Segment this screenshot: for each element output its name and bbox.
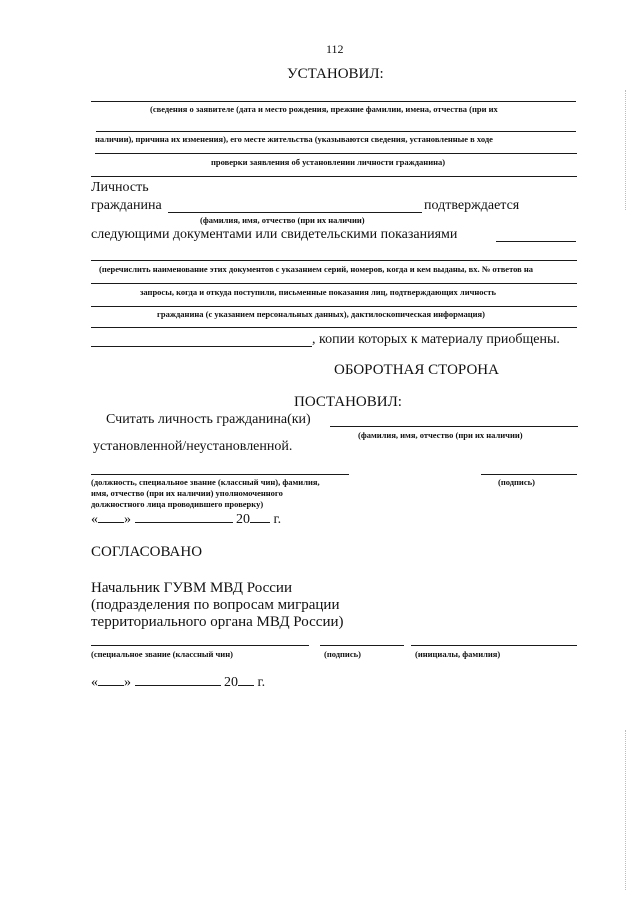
signature-line[interactable]	[481, 474, 577, 475]
signature-note-2: (подпись)	[324, 649, 361, 659]
documents-line-2[interactable]	[91, 283, 577, 284]
position-line[interactable]	[91, 474, 349, 475]
applicant-line-3[interactable]	[95, 153, 577, 154]
documents-text: следующими документами или свидетельскими показаниями	[91, 227, 458, 242]
agreed-heading: СОГЛАСОВАНО	[91, 544, 203, 560]
citizen-fio-line[interactable]	[330, 426, 578, 427]
consider-text: Считать личность гражданина(ки)	[106, 412, 311, 427]
identity-citizen-label: гражданина	[91, 198, 162, 213]
date-1-suffix: г.	[273, 512, 282, 527]
date-2-year-prefix: 20	[224, 675, 238, 690]
copies-text: , копии которых к материалу приобщены.	[312, 332, 560, 347]
reverse-side-heading: ОБОРОТНАЯ СТОРОНА	[334, 362, 499, 378]
date-1-open-quote: «	[91, 512, 98, 527]
page-number: 112	[326, 42, 344, 56]
date-2-day-field[interactable]	[98, 673, 124, 686]
date-2	[91, 673, 265, 691]
list-note-1: (перечислить наименование этих документов с указанием серий, номеров, когда и кем выданы, вх. № ответов на	[99, 264, 534, 274]
list-note-3: гражданина (с указанием персональных данных), дактилоскопическая информация)	[157, 309, 485, 319]
resolved-heading: ПОСТАНОВИЛ:	[294, 394, 402, 410]
chief-line-2: (подразделения по вопросам миграции	[91, 597, 340, 613]
rank-note: (специальное звание (классный чин)	[91, 649, 233, 659]
applicant-note-1: (сведения о заявителе (дата и место рождения, прежние фамилии, имена, отчества (при их	[150, 104, 498, 114]
chief-line-1: Начальник ГУВМ МВД России	[91, 580, 292, 596]
date-1-day-field[interactable]	[98, 510, 124, 523]
date-1-month-field[interactable]	[135, 510, 233, 523]
date-1	[91, 510, 281, 528]
date-2-suffix: г.	[257, 675, 266, 690]
fio-note-2: (фамилия, имя, отчество (при их наличии)	[358, 430, 523, 440]
identity-label: Личность	[91, 180, 149, 195]
applicant-note-2: наличии), причина их изменения), его месте жительства (указываются сведения, установленные в ходе	[95, 134, 493, 144]
applicant-line-2[interactable]	[96, 131, 576, 132]
documents-line-3[interactable]	[91, 306, 577, 307]
chief-line-3: территориального органа МВД России)	[91, 614, 344, 630]
position-note-2: имя, отчество (при их наличии) уполномоченного	[91, 488, 283, 498]
applicant-line-4[interactable]	[91, 176, 577, 177]
copies-line[interactable]	[91, 346, 312, 347]
date-2-month-field[interactable]	[135, 673, 221, 686]
scan-artifact	[625, 90, 626, 210]
documents-line-1[interactable]	[91, 260, 577, 261]
initials-note: (инициалы, фамилия)	[415, 649, 501, 659]
citizen-name-line[interactable]	[168, 212, 422, 213]
date-1-year-field[interactable]	[250, 510, 270, 523]
established-heading: УСТАНОВИЛ:	[287, 66, 384, 82]
date-1-year-prefix: 20	[236, 512, 250, 527]
fio-note: (фамилия, имя, отчество (при их наличии)	[200, 215, 365, 225]
applicant-note-3: проверки заявления об установлении личности гражданина)	[211, 157, 446, 167]
identity-confirmed-label: подтверждается	[424, 198, 520, 213]
established-status: установленной/неустановленной.	[93, 439, 293, 454]
documents-line-4[interactable]	[91, 327, 577, 328]
applicant-line-1[interactable]	[91, 101, 576, 102]
initials-line[interactable]	[411, 645, 577, 646]
date-2-year-field[interactable]	[238, 673, 254, 686]
position-note-1: (должность, специальное звание (классный чин), фамилия,	[91, 477, 320, 487]
date-2-close-quote: »	[124, 675, 131, 690]
signature-line-2[interactable]	[320, 645, 404, 646]
list-note-2: запросы, когда и откуда поступили, письменные показания лиц, подтверждающих личность	[140, 287, 496, 297]
documents-line-short[interactable]	[496, 241, 576, 242]
date-2-open-quote: «	[91, 675, 98, 690]
date-1-close-quote: »	[124, 512, 131, 527]
scan-artifact	[625, 730, 626, 890]
signature-note: (подпись)	[498, 477, 535, 487]
position-note-3: должностного лица проводившего проверку)	[91, 499, 264, 509]
rank-line[interactable]	[91, 645, 309, 646]
